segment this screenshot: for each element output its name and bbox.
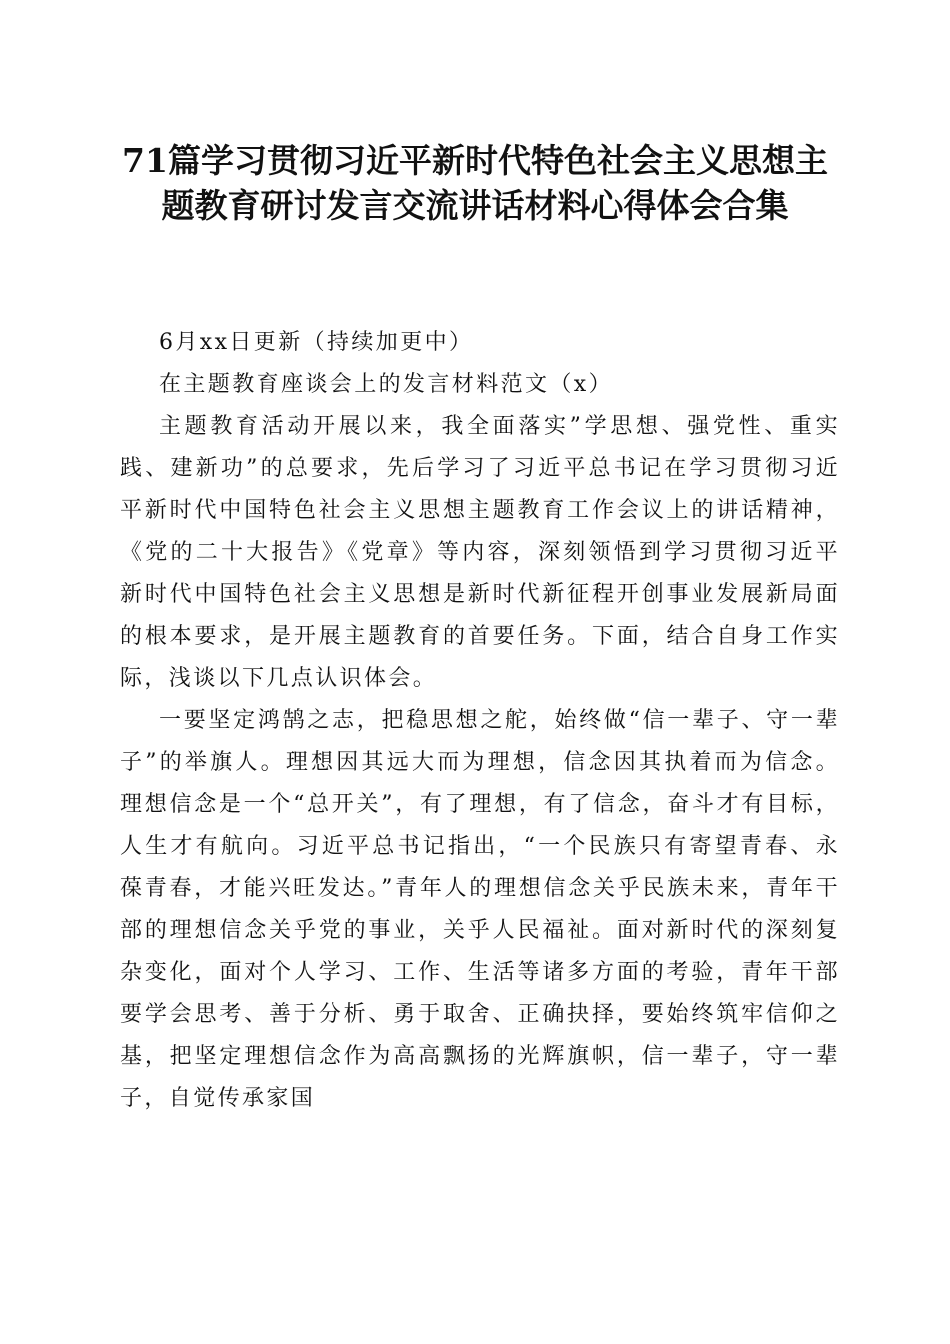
update-note: 6月xx日更新（持续加更中）: [159, 330, 474, 355]
document-body: [120, 322, 840, 1120]
body-paragraph: 主题教育活动开展以来，我全面落实”学思想、强党性、重实践、建新功”的总要求，先后学习了习近平总书记在学习贯彻习近平新时代中国特色社会主义思想主题教育工作会议上的讲话精神，《党的二十大报告》《党章》等内容，深刻领悟到学习贯彻习近平新时代中国特色社会主义思想是新时代新征程开创事业发展新局面的根本要求，是开展主题教育的首要任务。下面，结合自身工作实际，浅谈以下几点认识体会。: [120, 414, 840, 691]
section-heading: 在主题教育座谈会上的发言材料范文（x）: [159, 372, 614, 397]
body-paragraph: 一要坚定鸿鹄之志，把稳思想之舵，始终做“信一辈子、守一辈子”的举旗人。理想因其远大而为理想，信念因其执着而为信念。理想信念是一个“总开关”，有了理想，有了信念，奋斗才有目标，人生才有航向。习近平总书记指出，“一个民族只有寄望青春、永葆青春，才能兴旺发达。”青年人的理想信念关乎民族未来，青年干部的理想信念关乎党的事业，关乎人民福祉。面对新时代的深刻复杂变化，面对个人学习、工作、生活等诸多方面的考验，青年干部要学会思考、善于分析、勇于取舍、正确抉择，要始终筑牢信仰之基，把坚定理想信念作为高高飘扬的光辉旗帜，信一辈子，守一辈子，自觉传承家国: [120, 708, 840, 1111]
document-title: 71篇学习贯彻习近平新时代特色社会主义思想主题教育研讨发言交流讲话材料心得体会合集: [122, 141, 828, 225]
